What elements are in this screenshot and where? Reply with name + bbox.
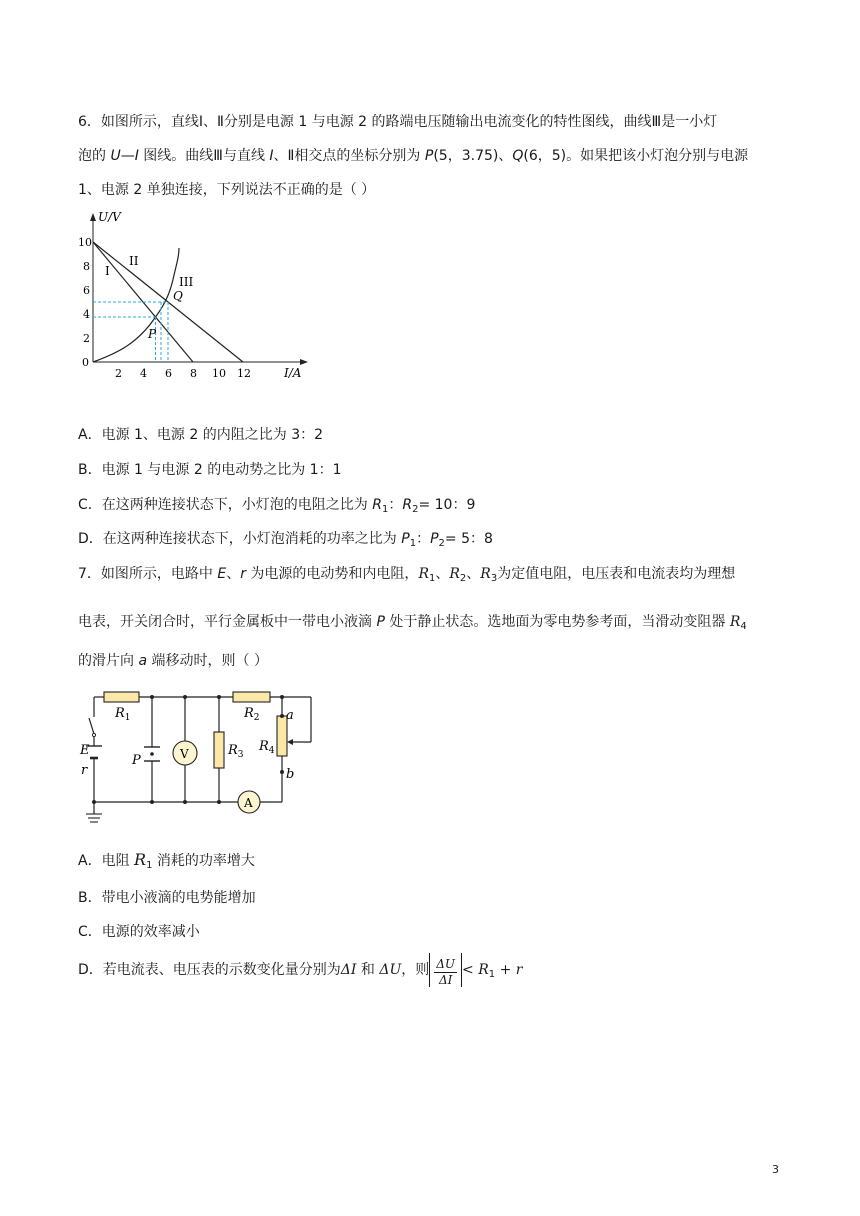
x-tick-6: 6: [165, 367, 172, 380]
x-tick-10: 10: [212, 367, 226, 380]
resistor-R2: [233, 692, 270, 702]
x-tick-4: 4: [140, 367, 147, 380]
q7-line-3: 的滑片向 a 端移动时，则（ ）: [78, 653, 268, 669]
rheostat-slider-arrow: [287, 739, 293, 745]
x-tick-12: 12: [237, 367, 251, 380]
q6-option-c: C．在这两种连接状态下，小灯泡的电阻之比为 $R_1$：$R_2= 10$：9: [78, 497, 476, 515]
label-P: P: [132, 753, 141, 768]
abs-fraction: $\frac{\Delta U}{\Delta I}$: [429, 953, 462, 987]
resistor-R3: [214, 732, 224, 768]
resistor-R1: [104, 692, 139, 702]
label-E: E: [80, 743, 90, 758]
x-tick-2: 2: [115, 367, 122, 380]
label-point-P: P: [148, 327, 157, 341]
q7-option-a: A．电阻 $R_1$ 消耗的功率增大: [78, 850, 255, 871]
switch: [89, 718, 94, 734]
label-r: r: [81, 763, 88, 778]
q6-line-3: 1、电源 2 单独连接，下列说法不正确的是（ ）: [78, 182, 376, 198]
y-tick-8: 8: [83, 260, 90, 273]
q6-option-d: D．在这两种连接状态下，小灯泡消耗的功率之比为 $P_1$：$P_2= 5$：8: [78, 531, 493, 549]
ground-symbol: [86, 814, 102, 822]
label-a: a: [286, 708, 294, 723]
y-tick-2: 2: [83, 332, 90, 345]
q7-line-2: 电表，开关闭合时，平行金属板中一带电小液滴 P 处于静止状态。选地面为零电势参考面，当滑动变阻器 $R_4$: [78, 614, 747, 632]
y-axis-label: U/V: [98, 210, 121, 224]
label-point-Q: Q: [173, 289, 183, 303]
q7-circuit-diagram: [76, 684, 326, 829]
y-tick-0: 0: [82, 356, 89, 369]
q7-option-d: D．若电流表、电压表的示数变化量分别为ΔI 和 ΔU，则 $\frac{\Delta U}{\Delta I}$ < $R_1 + r$: [78, 951, 522, 989]
x-tick-8: 8: [190, 367, 197, 380]
q7-option-c: C．电源的效率减小: [78, 924, 200, 940]
y-tick-4: 4: [83, 308, 90, 321]
label-R1: $R_1$: [115, 706, 131, 723]
charged-droplet: [150, 752, 154, 756]
label-A: A: [244, 796, 253, 810]
q6-option-b: B．电源 1 与电源 2 的电动势之比为 1：1: [78, 462, 342, 478]
x-axis-label: I/A: [284, 366, 302, 380]
label-b: b: [286, 767, 295, 782]
label-line-II: II: [129, 254, 139, 268]
q6-option-a: A．电源 1、电源 2 的内阻之比为 3：2: [78, 427, 324, 443]
q7-option-b: B．带电小液滴的电势能增加: [78, 890, 256, 906]
q6-line-2: 泡的 U—I 图线。曲线Ⅲ与直线 I、Ⅱ相交点的坐标分别为 P(5，3.75)、Q(6，5)。如果把该小灯泡分别与电源: [78, 148, 749, 164]
q6-line-1: 6．如图所示，直线Ⅰ、Ⅱ分别是电源 1 与电源 2 的路端电压随输出电流变化的特性图线，曲线Ⅲ是一小灯: [78, 114, 718, 130]
label-R4: $R_4$: [259, 739, 275, 756]
q6-ui-graph: [78, 205, 318, 385]
label-R2: $R_2$: [244, 706, 260, 723]
page-number: 3: [772, 1163, 779, 1176]
label-R3: $R_3$: [228, 743, 244, 760]
y-tick-6: 6: [83, 284, 90, 297]
y-tick-10: 10: [78, 236, 92, 249]
label-V: V: [180, 747, 189, 761]
label-curve-III: III: [179, 275, 194, 289]
label-line-I: I: [105, 264, 110, 278]
q7-line-1: 7．如图所示，电路中 E、r 为电源的电动势和内电阻，$R_1$、$R_2$、$R_3$为定值电阻，电压表和电流表均为理想: [78, 566, 736, 584]
